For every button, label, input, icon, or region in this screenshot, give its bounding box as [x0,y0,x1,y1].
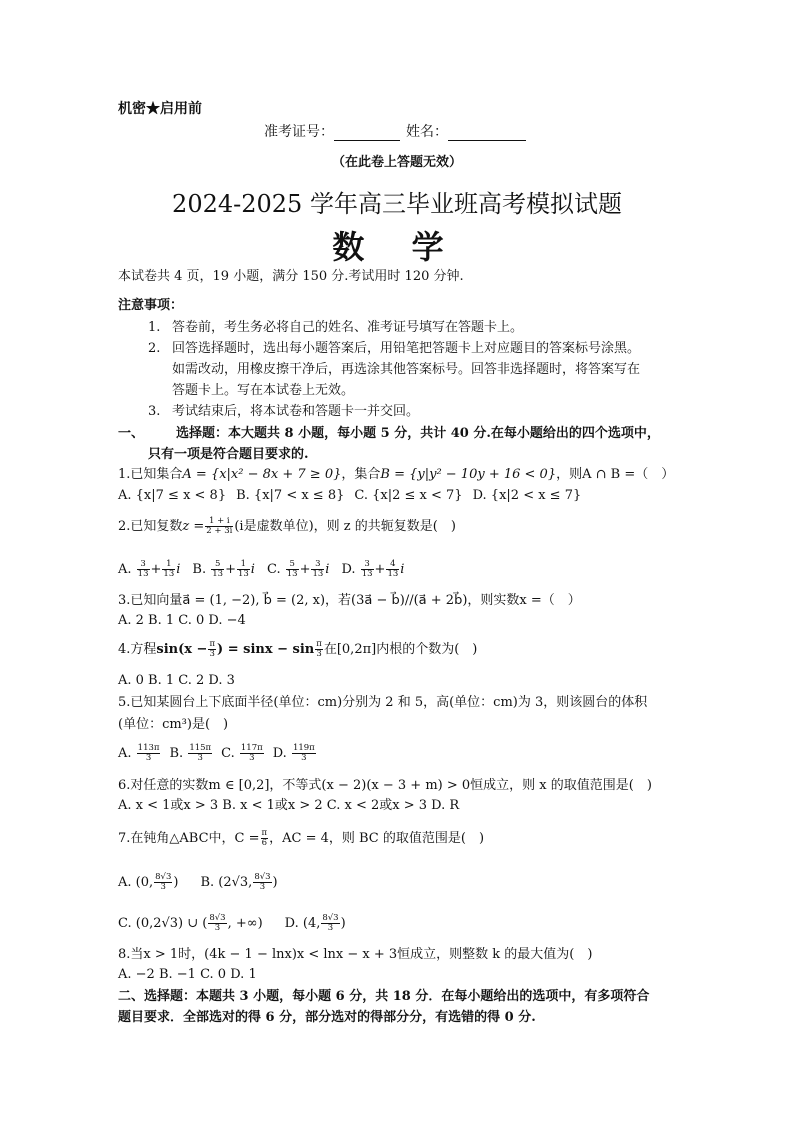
q2-option-a: A. $\frac{3}{13}$ + $\frac{1}{13}$ i [118,559,181,579]
q7-prefix: 7.在钝角△ABC中，C = [118,831,260,846]
exam-number-label: 准考证号： [264,124,334,140]
notice-item-no: 2. [148,341,161,356]
confidential-label: 机密★启用前 [118,101,202,117]
question-7 [118,829,484,848]
q1-set-a: A = {x|x² − 8x + 7 ≥ 0} [182,467,342,482]
notice-item-no: 1. [148,320,161,335]
section2-heading: 二、选择题：本题共 3 小题，每小题 6 分，共 18 分．在每小题给出的选项中，有多项符合 [118,989,650,1004]
notice-item-no: 3. [148,404,161,419]
q2-fraction [205,517,233,536]
q7-c-frac: $\frac{\pi}{6}$ [261,828,268,848]
q5-option-b: B. $\frac{115\pi}{3}$ [169,743,212,763]
q7-option-b: B. (2√3, $\frac{8√3}{3}$ ) [200,872,278,892]
q4-expr1: sin(x − [156,642,208,657]
q4-options: A. 0 B. 1 C. 2 D. 3 [118,673,235,688]
question-1 [118,466,674,483]
q6-options: A. x < 1或x > 3 B. x < 1或x > 2 C. x < 2或x > 3 D. R [118,798,460,813]
q2-options [118,560,404,579]
q7-suffix: ，AC = 4，则 BC 的取值范围是( ) [269,831,485,846]
exam-intro: 本试卷共 4 页，19 小题，满分 150 分.考试用时 120 分钟. [118,269,464,284]
notice-item-text: 答卷前，考生务必将自己的姓名、准考证号填写在答题卡上。 [172,320,524,335]
section1-number: 一、 [118,426,145,441]
q5-option-a: A. $\frac{113\pi}{3}$ [118,743,160,763]
q3-options: A. 2 B. 1 C. 0 D. −4 [118,613,246,628]
q1-suffix: ，则A ∩ B =（ ） [556,467,675,482]
question-3: 3.已知向量a⃗ = (1, −2), b⃗ = (2, x)，若(3a⃗ − b⃗)//(a⃗ + 2b⃗)，则实数x =（ ） [118,593,581,608]
q7-options-cd [118,914,346,933]
question-5-line1: 5.已知某圆台上下底面半径(单位：cm)分别为 2 和 5，高(单位：cm)为 3，则该圆台的体积 [118,695,648,710]
q1-prefix: 1.已知集合 [118,467,183,482]
q4-suffix: 在[0,2π]内根的个数为( ) [323,642,478,657]
question-8: 8.当x > 1时，(4k − 1 − lnx)x < lnx − x + 3恒成立，则整数 k 的最大值为( ) [118,947,593,962]
q7-option-d: D. (4, $\frac{8√3}{3}$ ) [284,913,346,933]
q2-prefix: 2.已知复数 [118,519,183,534]
q7-option-a: A. (0, $\frac{8√3}{3}$ ) [118,872,179,892]
notice-item-text: 回答选择题时，选出每小题答案后，用铅笔把答题卡上对应题目的答案标号涂黑。 [172,341,641,356]
q1-option-d: D. {x|2 < x ≤ 7} [472,488,582,503]
question-6: 6.对任意的实数m ∈ [0,2]，不等式(x − 2)(x − 3 + m) > 0恒成立，则 x 的取值范围是( ) [118,778,652,793]
q2-option-b: B. $\frac{5}{13}$ + $\frac{1}{13}$ i [192,559,255,579]
q4-frac-1: $\frac{\pi}{3}$ [209,639,216,659]
q2-frac-num: 1 + i [205,517,233,527]
invalid-note: （在此卷上答题无效） [331,155,462,170]
q8-options: A. −2 B. −1 C. 0 D. 1 [118,967,257,982]
q2-option-d: D. $\frac{3}{13}$ + $\frac{4}{13}$ i [341,559,405,579]
exam-title: 2024-2025 学年高三毕业班高考模拟试题 [172,190,622,218]
q7-option-c: C. (0,2√3) ∪ ( $\frac{8√3}{3}$ , +∞) [118,913,263,933]
section2-heading-cont: 题目要求．全部选对的得 6 分，部分选对的得部分分，有选错的得 0 分. [118,1010,536,1025]
name-blank [448,126,526,141]
q4-expr2: ) = sinx − sin [217,642,315,657]
notice-heading: 注意事项： [118,298,184,313]
q2-option-c: C. $\frac{5}{13}$ + $\frac{3}{13}$ i [266,559,330,579]
q5-options [118,744,317,763]
q2-z: z = [182,519,205,534]
section1-heading: 选择题：本大题共 8 小题，每小题 5 分，共计 40 分.在每小题给出的四个选项中， [176,426,660,441]
q1-mid: ，集合 [341,467,381,482]
q1-option-b: B. {x|7 < x ≤ 8} [236,488,345,503]
q5-option-d: D. $\frac{119\pi}{3}$ [272,743,315,763]
q4-frac-2: $\frac{\pi}{3}$ [316,639,322,659]
notice-item-text: 答题卡上。写在本试卷上无效。 [172,383,355,398]
q1-set-b: B = {y|y² − 10y + 16 < 0} [380,467,557,482]
candidate-info-row [264,124,526,141]
q2-frac-den: 2 + 3i [206,526,233,536]
q2-suffix: (i是虚数单位)，则 z 的共轭复数是( ) [234,519,456,534]
q5-option-c: C. $\frac{117\pi}{3}$ [221,743,263,763]
q1-option-a: A. {x|7 ≤ x < 8} [118,488,227,503]
section1-heading-cont: 只有一项是符合题目要求的. [148,447,309,462]
notice-item-text: 如需改动，用橡皮擦干净后，再选涂其他答案标号。回答非选择题时，将答案写在 [172,362,641,377]
q1-options [118,487,591,504]
question-4 [118,640,477,659]
subject-title: 数 学 [332,228,462,266]
q4-prefix: 4.方程 [118,642,157,657]
q7-options-ab [118,873,278,892]
name-label: 姓名： [406,124,448,140]
q1-option-c: C. {x|2 ≤ x < 7} [354,488,463,503]
question-2 [118,517,456,536]
notice-item-text: 考试结束后，将本试卷和答题卡一并交回。 [172,404,420,419]
exam-number-blank [334,126,400,141]
question-5-line2: (单位：cm³)是( ) [118,717,229,732]
